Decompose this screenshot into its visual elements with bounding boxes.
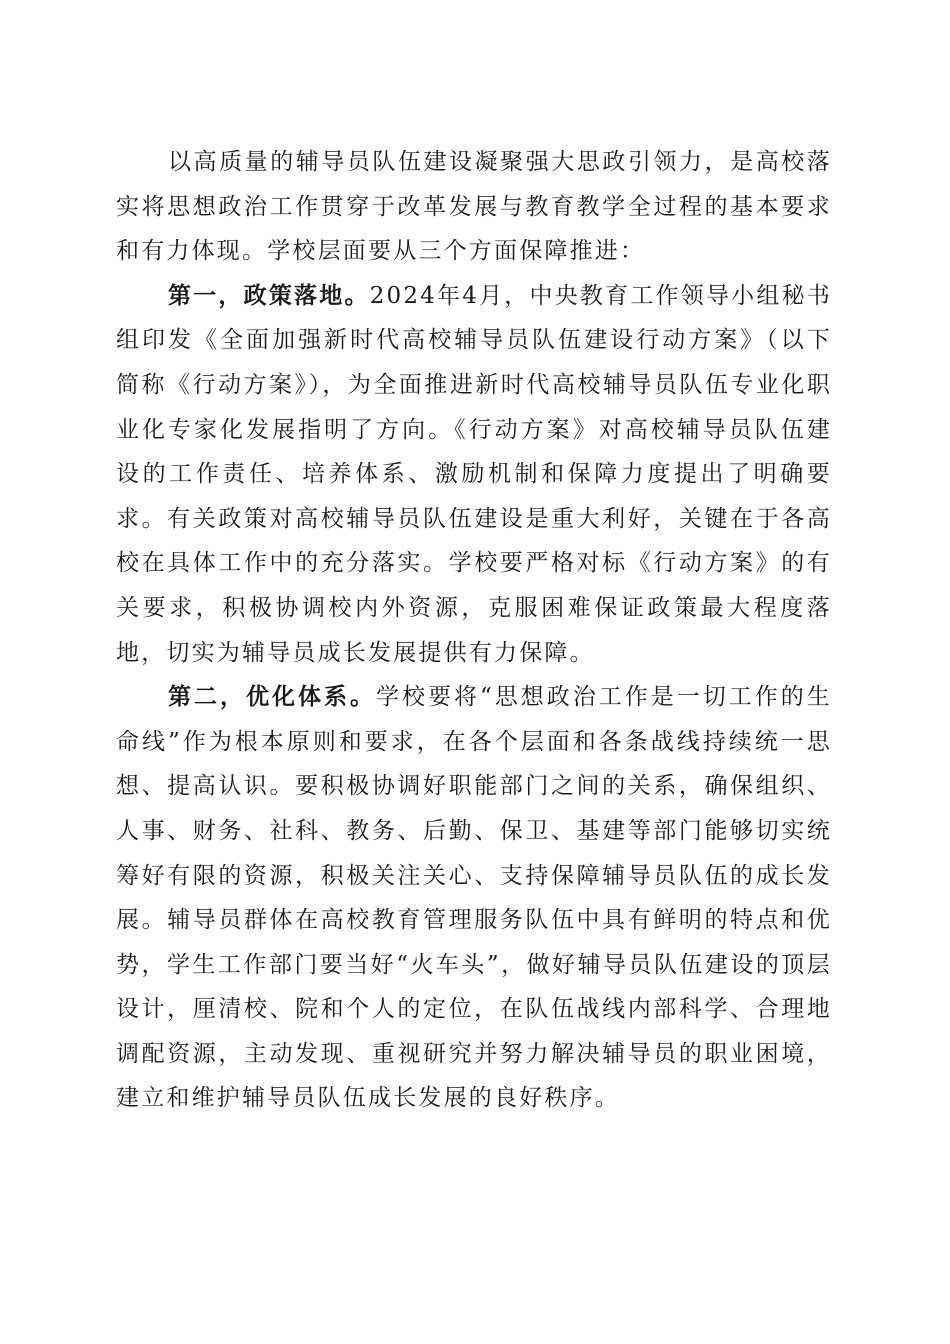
paragraph-policy xyxy=(116,274,832,675)
paragraph-system-heading: 第二，优化体系。 xyxy=(168,683,377,711)
paragraph-system xyxy=(116,675,832,1121)
paragraph-intro-text: 以高质量的辅导员队伍建设凝聚强大思政引领力，是高校落实将思想政治工作贯穿于改革发展与教育教学全过程的基本要求和有力体现。学校层面要从三个方面保障推进： xyxy=(116,149,832,265)
paragraph-policy-text: 2024年4月，中央教育工作领导小组秘书组印发《全面加强新时代高校辅导员队伍建设行动方案》（以下简称《行动方案》），为全面推进新时代高校辅导员队伍专业化职业化专家化发展指明了方向。《行动方案》对高校辅导员队伍建设的工作责任、培养体系、激励机制和保障力度提出了明确要求。有关政策对高校辅导员队伍建设是重大利好，关键在于各高校在具体工作中的充分落实。学校要严格对标《行动方案》的有关要求，积极协调校内外资源，克服困难保证政策最大程度落地，切实为辅导员成长发展提供有力保障。 xyxy=(116,282,832,666)
article-body xyxy=(116,140,832,1121)
paragraph-intro xyxy=(116,140,832,274)
paragraph-system-text: 学校要将“思想政治工作是一切工作的生命线”作为根本原则和要求，在各个层面和各条战线持续统一思想、提高认识。要积极协调好职能部门之间的关系，确保组织、人事、财务、社科、教务、后勤、保卫、基建等部门能够切实统筹好有限的资源，积极关注关心、支持保障辅导员队伍的成长发展。辅导员群体在高校教育管理服务队伍中具有鲜明的特点和优势，学生工作部门要当好“火车头”，做好辅导员队伍建设的顶层设计，厘清校、院和个人的定位，在队伍战线内部科学、合理地调配资源，主动发现、重视研究并努力解决辅导员的职业困境，建立和维护辅导员队伍成长发展的良好秩序。 xyxy=(116,684,832,1112)
paragraph-policy-heading: 第一，政策落地。 xyxy=(168,281,370,309)
